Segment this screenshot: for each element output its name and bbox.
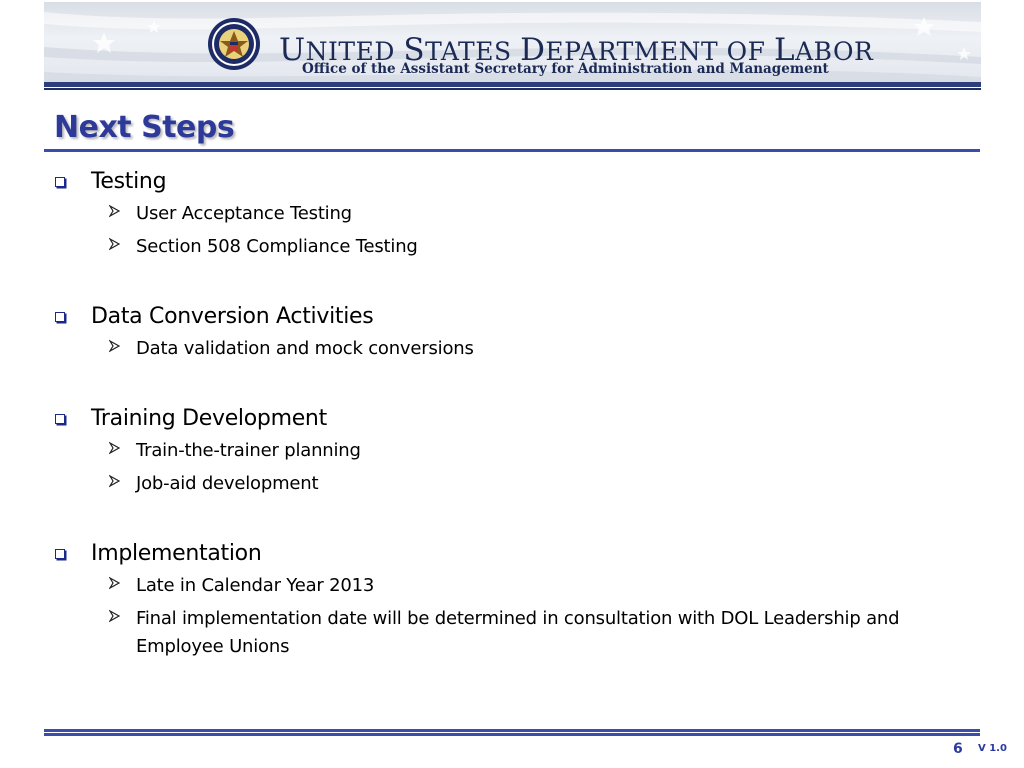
bullet-item [52,405,972,433]
bullet-item [52,303,972,331]
sub-item-text: Section 508 Compliance Testing [136,236,418,257]
arrow-right-icon [109,474,121,488]
bullet-item [52,540,972,568]
sub-item [52,572,972,600]
agency-title: UNITED STATES DEPARTMENT OF LABOR [279,32,874,68]
sub-list [52,572,972,661]
title-divider [44,149,980,152]
bullet-label: Implementation [91,541,262,566]
arrow-right-icon [109,576,121,590]
arrow-right-icon [109,339,121,353]
checkbox-square-icon [55,312,65,322]
section-data-conversion [52,303,972,363]
version-label: V 1.0 [978,743,1007,754]
sub-item-text: Job-aid development [136,473,319,494]
arrow-right-icon [109,204,121,218]
sub-item [52,233,972,261]
sub-item-text: Final implementation date will be determined in consultation with DOL Leadership and Employee Unions [136,608,900,657]
sub-list [52,437,972,498]
sub-item-text: Late in Calendar Year 2013 [136,575,375,596]
sub-item [52,200,972,228]
sub-item [52,605,972,661]
checkbox-square-icon [55,414,65,424]
arrow-right-icon [109,609,121,623]
bullet-label: Training Development [91,406,327,431]
arrow-right-icon [109,441,121,455]
slide-title: Next Steps [54,110,235,145]
dol-seal-icon [207,17,261,71]
checkbox-square-icon [55,549,65,559]
checkbox-square-icon [55,177,65,187]
arrow-right-icon [109,237,121,251]
section-implementation [52,540,972,661]
bullet-item [52,168,972,196]
bullet-label: Data Conversion Activities [91,304,374,329]
slide-content [52,168,972,703]
sub-item-text: Train-the-trainer planning [136,440,361,461]
header-rule [44,82,981,90]
page-number: 6 [953,741,963,757]
header-banner [44,2,981,82]
section-testing [52,168,972,261]
sub-item [52,470,972,498]
agency-subtitle: Office of the Assistant Secretary for Administration and Management [302,61,829,77]
sub-item-text: Data validation and mock conversions [136,338,474,359]
sub-list [52,335,972,363]
sub-item [52,437,972,465]
footer-rule [44,729,980,736]
section-training [52,405,972,498]
sub-item [52,335,972,363]
sub-list [52,200,972,261]
sub-item-text: User Acceptance Testing [136,203,352,224]
bullet-label: Testing [91,169,167,194]
